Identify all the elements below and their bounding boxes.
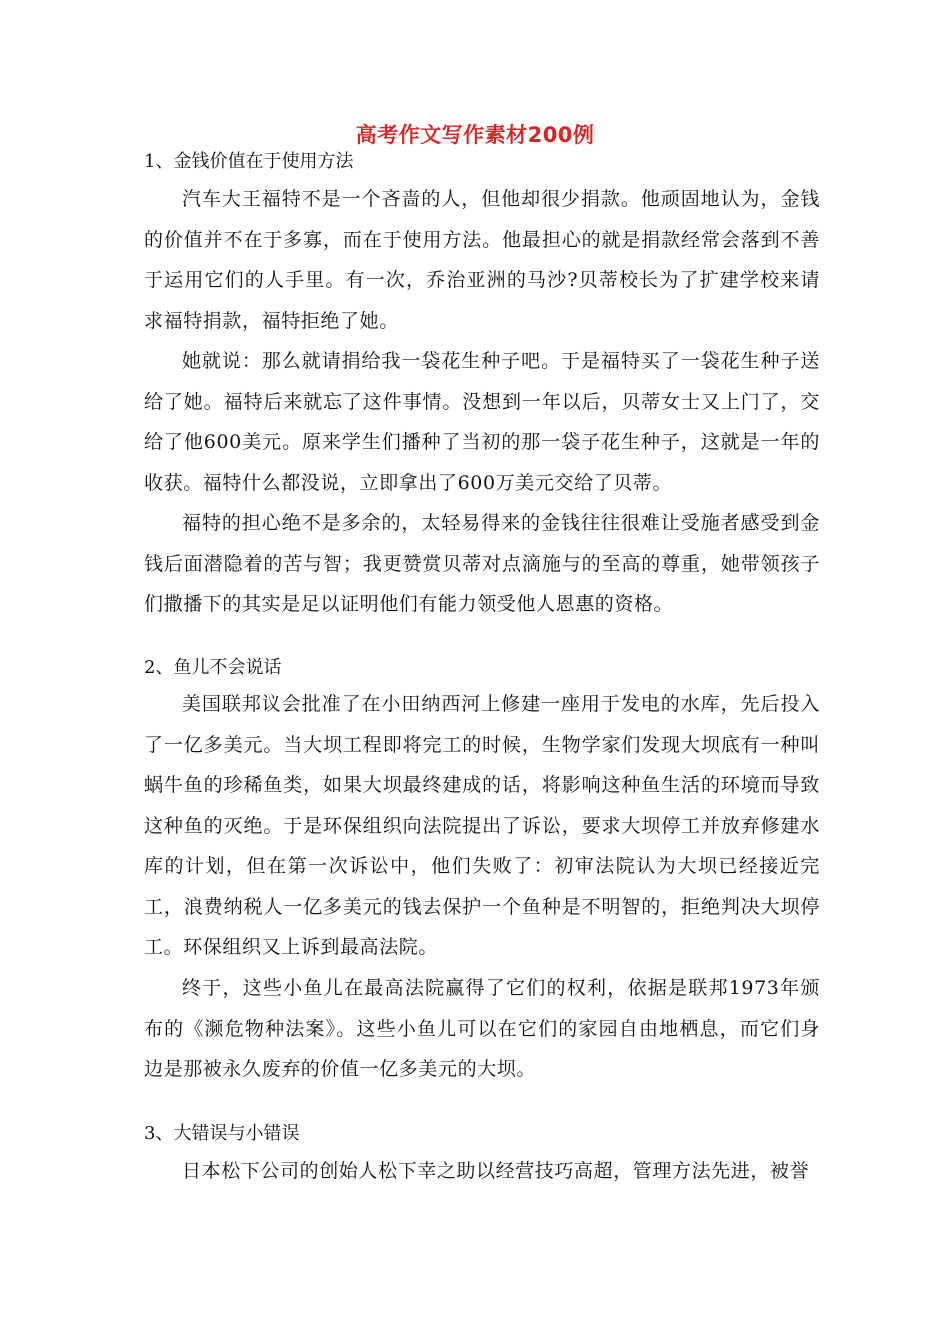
section-1-paragraph-1: 汽车大王福特不是一个吝啬的人，但他却很少捐款。他顽固地认为，金钱的价值并不在于多寡，而在于使用方法。他最担心的就是捐款经常会落到不善于运用它们的人手里。有一次，乔治亚洲的马沙?贝蒂校长为了扩建学校来请求福特捐款，福特拒绝了她。 xyxy=(144,188,820,332)
section-1-paragraph-2: 她就说：那么就请捐给我一袋花生种子吧。于是福特买了一袋花生种子送给了她。福特后来就忘了这件事情。没想到一年以后，贝蒂女士又上门了，交给了他600美元。原来学生们播种了当初的那一袋子花生种子，这就是一年的收获。福特什么都没说，立即拿出了600万美元交给了贝蒂。 xyxy=(144,350,820,494)
document-title: 高考作文写作素材200例 xyxy=(355,123,595,147)
section-2-paragraph-1: 美国联邦议会批准了在小田纳西河上修建一座用于发电的水库，先后投入了一亿多美元。当大坝工程即将完工的时候，生物学家们发现大坝底有一种叫蜗牛鱼的珍稀鱼类，如果大坝最终建成的话，将影响这种鱼生活的环境而导致这种鱼的灭绝。于是环保组织向法院提出了诉讼，要求大坝停工并放弃修建水库的计划，但在第一次诉讼中，他们失败了：初审法院认为大坝已经接近完工，浪费纳税人一亿多美元的钱去保护一个鱼种是不明智的，拒绝判决大坝停工。环保组织又上诉到最高法院。 xyxy=(144,693,820,958)
section-heading-3: 3、大错误与小错误 xyxy=(144,1123,300,1144)
section-heading-1: 1、金钱价值在于使用方法 xyxy=(144,151,354,172)
section-3-paragraph-1: 日本松下公司的创始人松下幸之助以经营技巧高超，管理方法先进，被誉 xyxy=(182,1160,810,1182)
section-1-paragraph-3: 福特的担心绝不是多余的，太轻易得来的金钱往往很难让受施者感受到金钱后面潜隐着的苦与智；我更赞赏贝蒂对点滴施与的至高的尊重，她带领孩子们撒播下的其实是足以证明他们有能力领受他人恩惠的资格。 xyxy=(144,512,820,615)
section-2-paragraph-2: 终于，这些小鱼儿在最高法院赢得了它们的权利，依据是联邦1973年颁布的《濒危物种法案》。这些小鱼儿可以在它们的家园自由地栖息，而它们身边是那被永久废弃的价值一亿多美元的大坝。 xyxy=(144,977,820,1080)
section-heading-2: 2、鱼儿不会说话 xyxy=(144,657,282,678)
